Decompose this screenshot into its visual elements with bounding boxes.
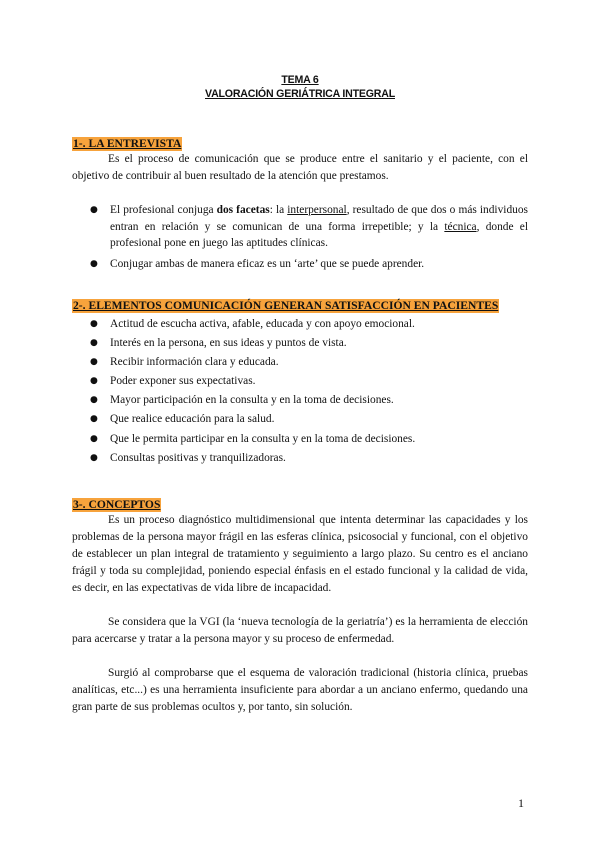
- section-1-bullets: [72, 202, 528, 272]
- bullet-icon: ●: [90, 319, 98, 329]
- section-2-bullets: [72, 316, 528, 466]
- section-3-paragraph-2: Se considera que la VGI (la ‘nueva tecnología de la geriatría’) es la herramienta de elección para acercarse y tratar a la persona mayor y su proceso de enfermedad.: [72, 616, 528, 645]
- topic-number: TEMA 6: [281, 74, 319, 86]
- list-item: ● Actitud de escucha activa, afable, educada y con apoyo emocional.: [72, 316, 528, 333]
- section-elementos: [72, 299, 528, 466]
- bullet-icon: ●: [90, 338, 98, 349]
- bullet-icon: ●: [90, 376, 98, 387]
- bullet-icon: ●: [90, 414, 98, 425]
- list-item: ● Conjugar ambas de manera eficaz es un ‘arte’ que se puede aprender.: [72, 256, 528, 273]
- section-3-paragraph-1: Es un proceso diagnóstico multidimensional que intenta determinar las capacidades y los problemas de la persona mayor frágil en las esferas clínica, psicosocial y funcional, con el objetivo de establecer un plan integral de tratamiento y seguimiento a largo plazo. Su centro es el anciano frágil y toda su complejidad, poniendo especial énfasis en el estado funcional y la calidad de vida, es decir, en las expectativas de vida libre de incapacidad.: [72, 514, 528, 594]
- bullet-icon: ●: [90, 433, 98, 444]
- section-entrevista: [72, 137, 528, 272]
- list-item: ● Mayor participación en la consulta y en la toma de decisiones.: [72, 392, 528, 409]
- list-item: ● Poder exponer sus expectativas.: [72, 373, 528, 390]
- document-title: VALORACIÓN GERIÁTRICA INTEGRAL: [205, 88, 395, 100]
- section-conceptos: [72, 498, 528, 716]
- bullet-icon: ●: [90, 205, 98, 215]
- section-2-heading: 2-. ELEMENTOS COMUNICACIÓN GENERAN SATISFACCIÓN EN PACIENTES: [73, 299, 499, 312]
- section-3-heading: 3-. CONCEPTOS: [73, 498, 161, 511]
- bullet-icon: ●: [90, 258, 98, 269]
- section-3-paragraph-3: Surgió al comprobarse que el esquema de valoración tradicional (historia clínica, pruebas analíticas, etc...) es una herramienta insuficiente para abordar a un anciano enfermo, quedando una gran parte de sus problemas ocultos y, por tanto, sin solución.: [72, 667, 528, 713]
- list-item: ● Consultas positivas y tranquilizadoras.: [72, 450, 528, 467]
- bullet-icon: ●: [90, 357, 98, 368]
- list-item: ● Que le permita participar en la consulta y en la toma de decisiones.: [72, 431, 528, 448]
- bullet-icon: ●: [90, 452, 98, 463]
- section-1-heading: 1-. LA ENTREVISTA: [73, 137, 182, 150]
- page-number: 1: [518, 796, 524, 810]
- list-item: ● Interés en la persona, en sus ideas y puntos de vista.: [72, 335, 528, 352]
- section-1-intro: Es el proceso de comunicación que se produce entre el sanitario y el paciente, con el objetivo de contribuir al buen resultado de la atención que prestamos.: [72, 153, 528, 182]
- list-item: ● Recibir información clara y educada.: [72, 354, 528, 371]
- list-item: ● El profesional conjuga dos facetas: la interpersonal, resultado de que dos o más individuos entran en relación y se comunican de una forma irrepetible; y la técnica, donde el profesional pone en juego las aptitudes clínicas.: [90, 204, 528, 249]
- title-block: [0, 73, 600, 101]
- list-item: ● Que realice educación para la salud.: [72, 411, 528, 428]
- bullet-icon: ●: [90, 395, 98, 406]
